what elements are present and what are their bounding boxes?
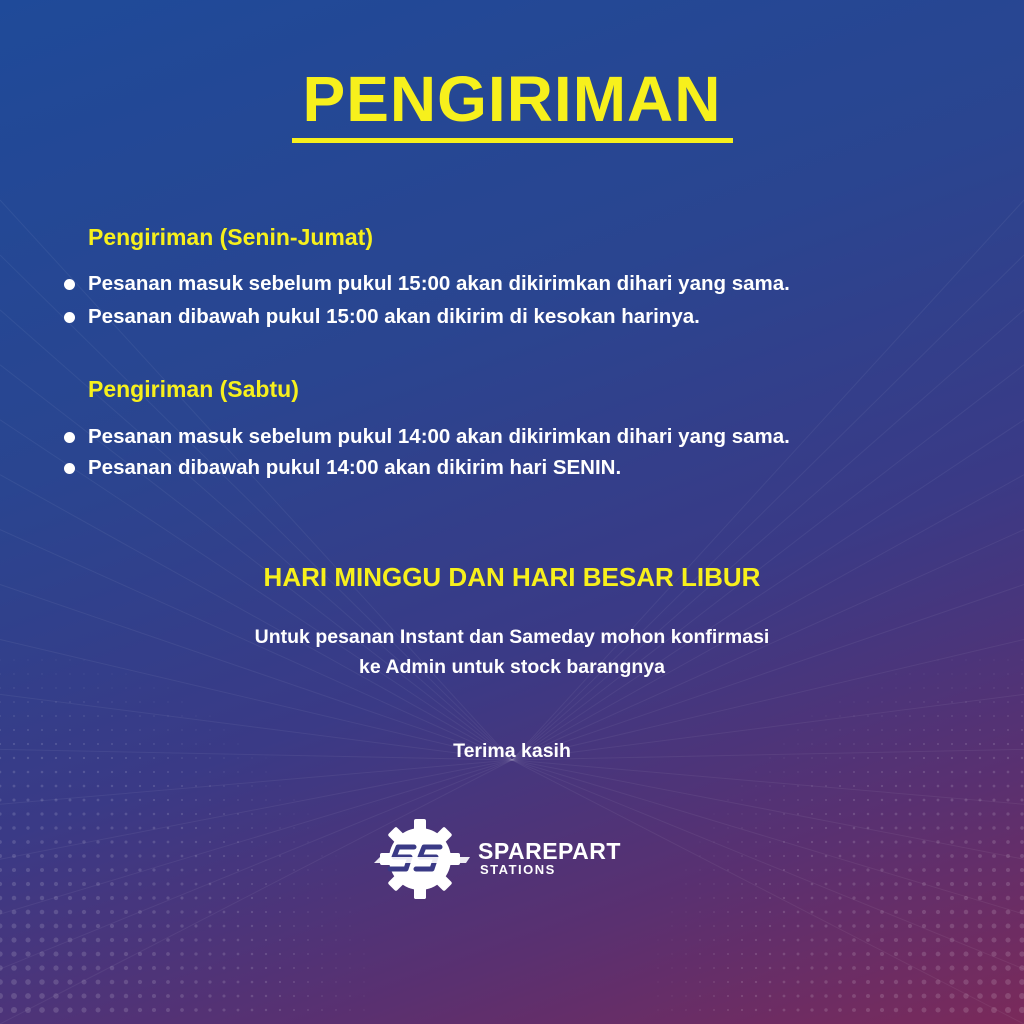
holiday-notice: HARI MINGGU DAN HARI BESAR LIBUR [263, 562, 761, 592]
weekday-item-2: Pesanan dibawah pukul 15:00 akan dikirim di kesokan harinya. [88, 305, 700, 328]
thanks-text: Terima kasih [453, 740, 571, 762]
logo-subtitle: STATIONS [480, 862, 556, 877]
page-title: PENGIRIMAN [302, 63, 722, 135]
saturday-heading: Pengiriman (Sabtu) [88, 376, 299, 402]
brand-logo [374, 818, 634, 900]
title-underline [292, 138, 733, 143]
weekday-item-1: Pesanan masuk sebelum pukul 15:00 akan dikirimkan dihari yang sama. [88, 272, 790, 295]
note-line-1: Untuk pesanan Instant dan Sameday mohon konfirmasi [254, 626, 770, 648]
weekday-heading: Pengiriman (Senin-Jumat) [88, 224, 373, 250]
logo-name: SPAREPART [478, 838, 621, 864]
gear-ss-icon [374, 818, 474, 900]
bullet-icon [64, 463, 75, 474]
bullet-icon [64, 312, 75, 323]
bullet-icon [64, 432, 75, 443]
list-item [64, 425, 790, 449]
list-item [64, 272, 790, 296]
bullet-icon [64, 279, 75, 290]
saturday-item-2: Pesanan dibawah pukul 14:00 akan dikirim hari SENIN. [88, 456, 622, 479]
saturday-item-1: Pesanan masuk sebelum pukul 14:00 akan dikirimkan dihari yang sama. [88, 425, 790, 448]
list-item [64, 305, 700, 329]
note-line-2: ke Admin untuk stock barangnya [359, 656, 665, 678]
list-item [64, 456, 621, 480]
